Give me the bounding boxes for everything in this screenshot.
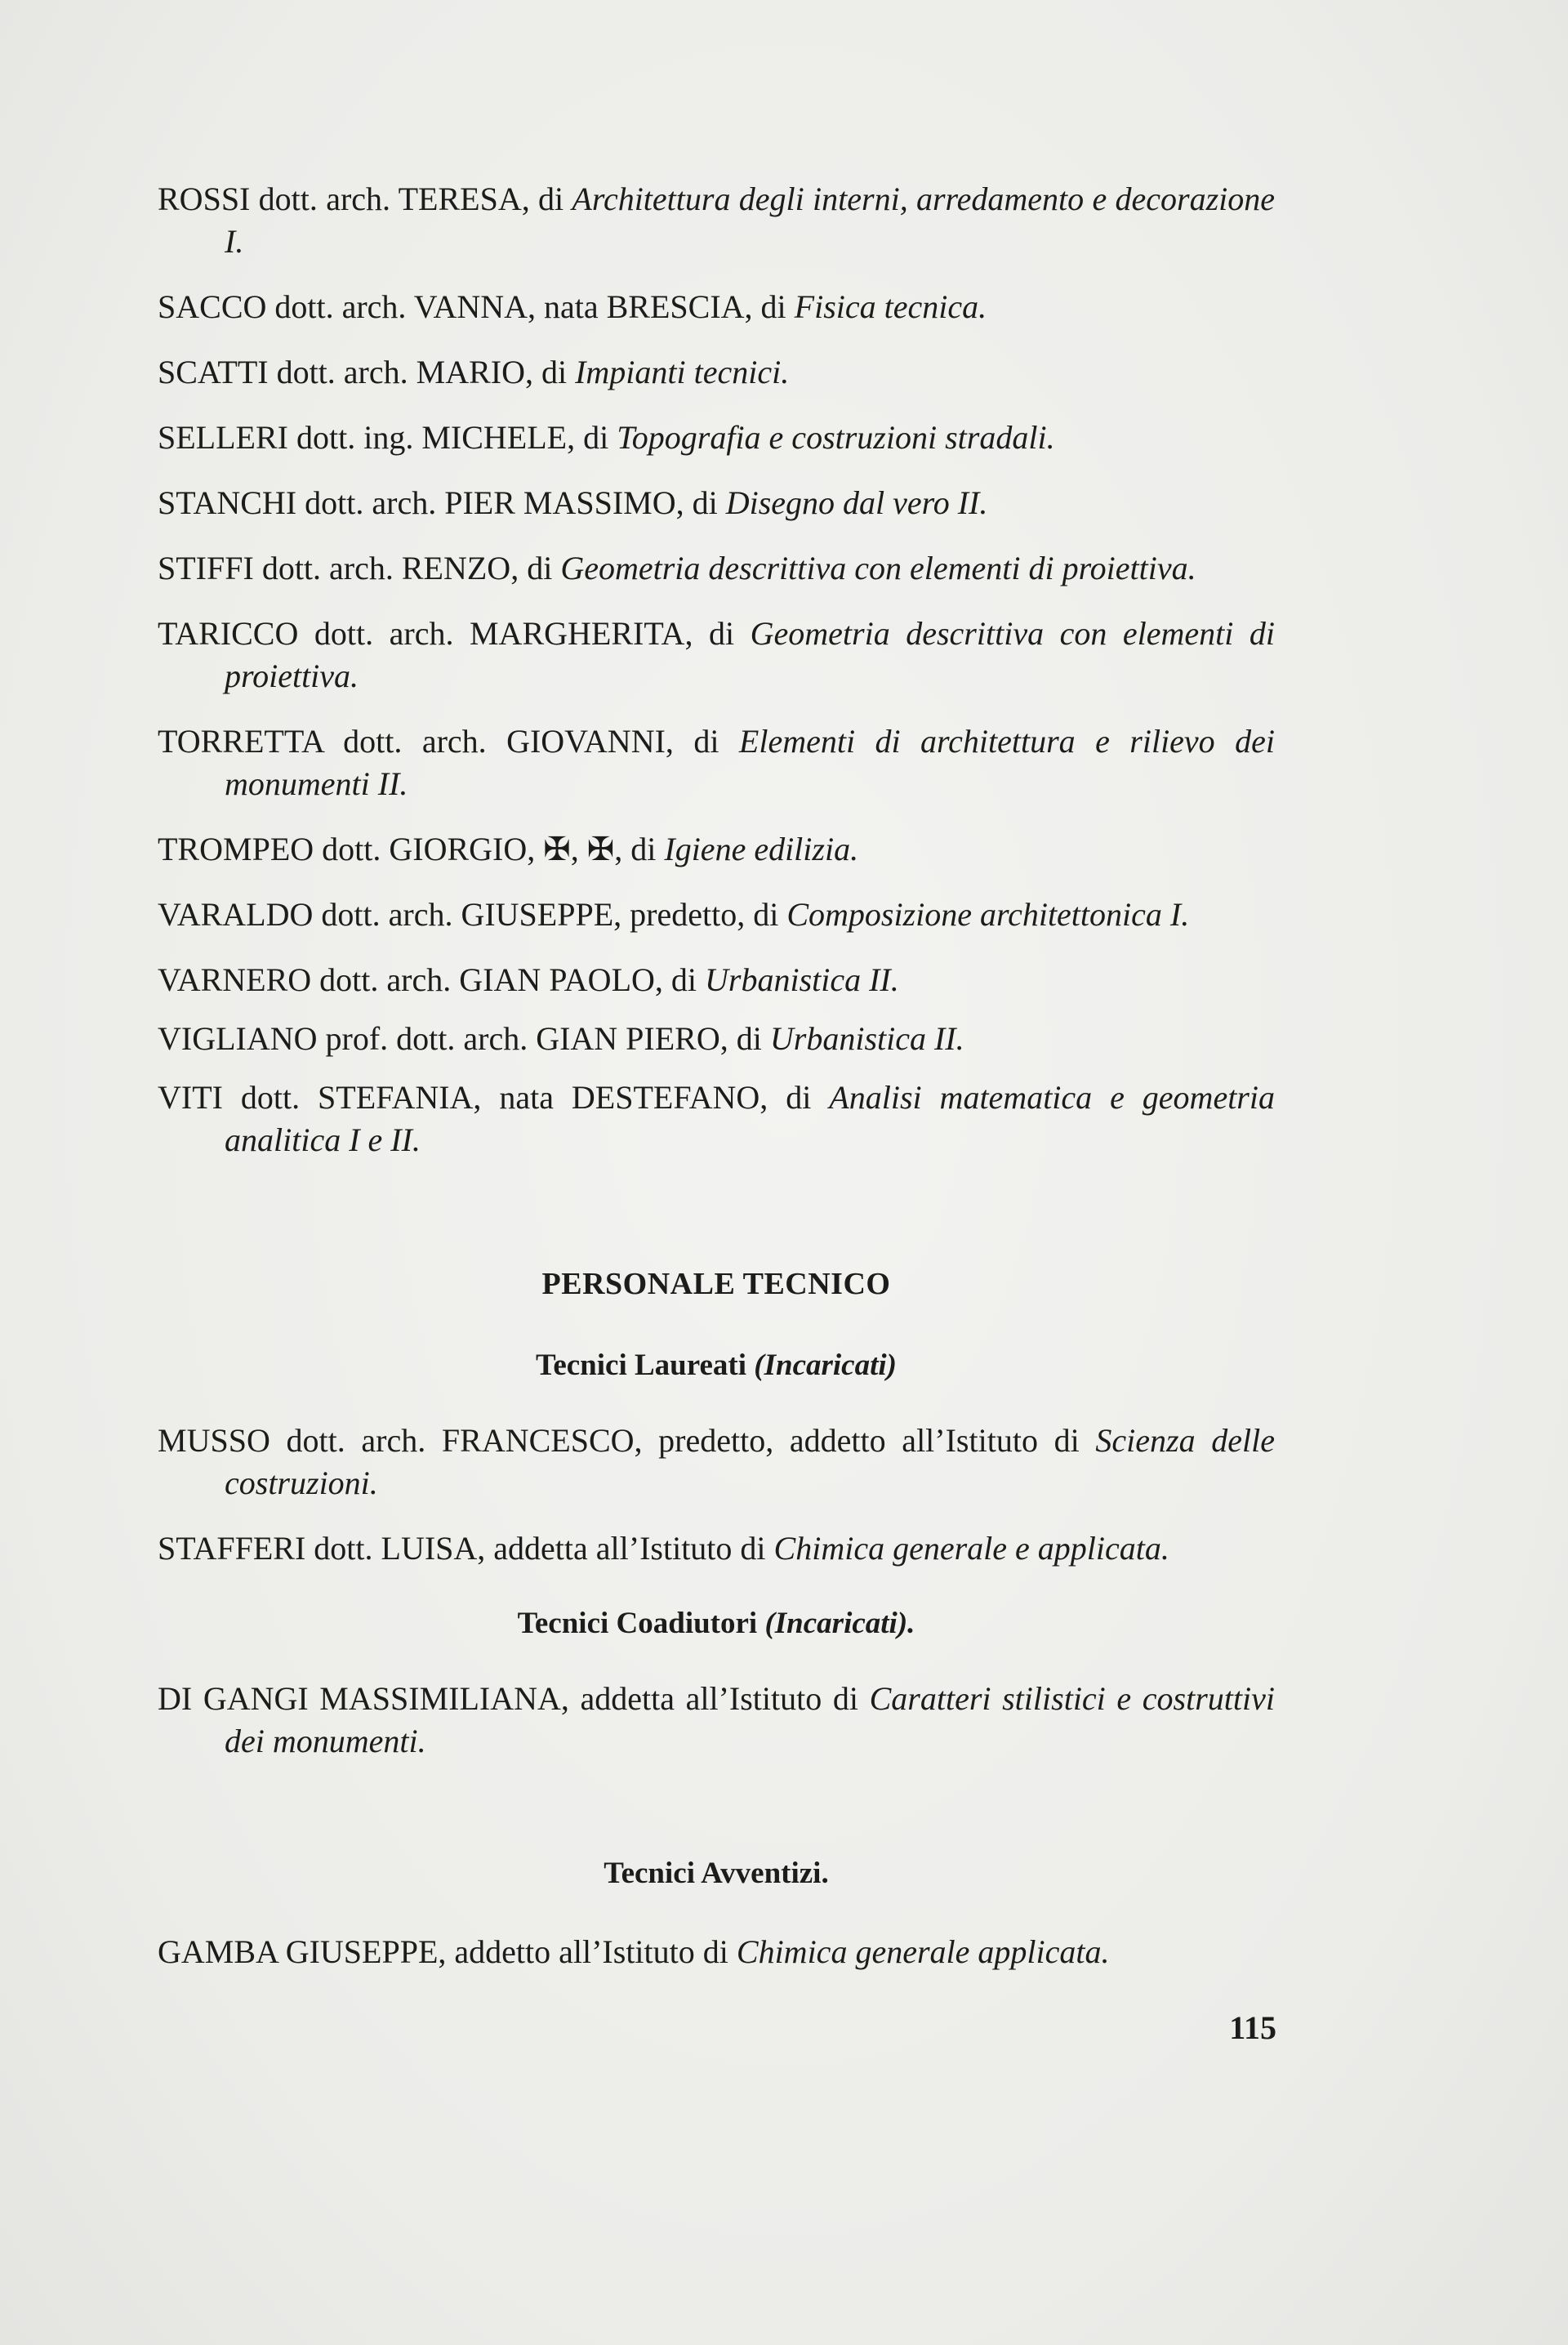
faculty-entry: VITI dott. STEFANIA, nata DESTEFANO, di Analisi matematica e geometria analitica I e II. [158,1079,1275,1158]
avventizi-heading: Tecnici Avventizi. [604,1857,829,1890]
faculty-entry: STANCHI dott. arch. PIER MASSIMO, di Disegno dal vero II. [158,484,988,521]
laureati-heading: Tecnici Laureati (Incaricati) [536,1349,897,1382]
faculty-entry: TARICCO dott. arch. MARGHERITA, di Geometria descrittiva con elementi di proiettiva. [158,615,1275,694]
faculty-entry: STIFFI dott. arch. RENZO, di Geometria descrittiva con elementi di proiettiva. [158,550,1196,586]
page-content [158,178,1275,1996]
staff-entry: MUSSO dott. arch. FRANCESCO, predetto, addetto all’Istituto di Scienza delle costruzioni. [158,1422,1275,1501]
faculty-list [158,178,1275,1161]
page-number: 115 [1229,2009,1276,2046]
coadiutori-heading: Tecnici Coadiutori (Incaricati). [517,1607,915,1640]
faculty-entry: VARALDO dott. arch. GIUSEPPE, predetto, di Composizione architettonica I. [158,896,1190,933]
staff-entry: DI GANGI MASSIMILIANA, addetta all’Istituto di Caratteri stilistici e costruttivi dei monumenti. [158,1680,1275,1759]
staff-entry: GAMBA GIUSEPPE, addetto all’Istituto di Chimica generale applicata. [158,1933,1110,1970]
section-title: PERSONALE TECNICO [541,1267,891,1301]
faculty-entry: SACCO dott. arch. VANNA, nata BRESCIA, di Fisica tecnica. [158,288,987,325]
faculty-entry: VARNERO dott. arch. GIAN PAOLO, di Urbanistica II. [158,961,899,998]
staff-entry: STAFFERI dott. LUISA, addetta all’Istituto di Chimica generale e applicata. [158,1530,1169,1567]
faculty-entry: ROSSI dott. arch. TERESA, di Architettura degli interni, arredamento e decorazione I. [158,181,1276,260]
faculty-entry: SCATTI dott. arch. MARIO, di Impianti tecnici. [158,354,790,390]
faculty-entry: SELLERI dott. ing. MICHELE, di Topografia e costruzioni stradali. [158,419,1055,456]
faculty-entry: TROMPEO dott. GIORGIO, ✠, ✠, di Igiene edilizia. [158,831,859,867]
faculty-entry: VIGLIANO prof. dott. arch. GIAN PIERO, di Urbanistica II. [158,1020,964,1057]
faculty-entry: TORRETTA dott. arch. GIOVANNI, di Elementi di architettura e rilievo dei monumenti II. [158,723,1275,802]
